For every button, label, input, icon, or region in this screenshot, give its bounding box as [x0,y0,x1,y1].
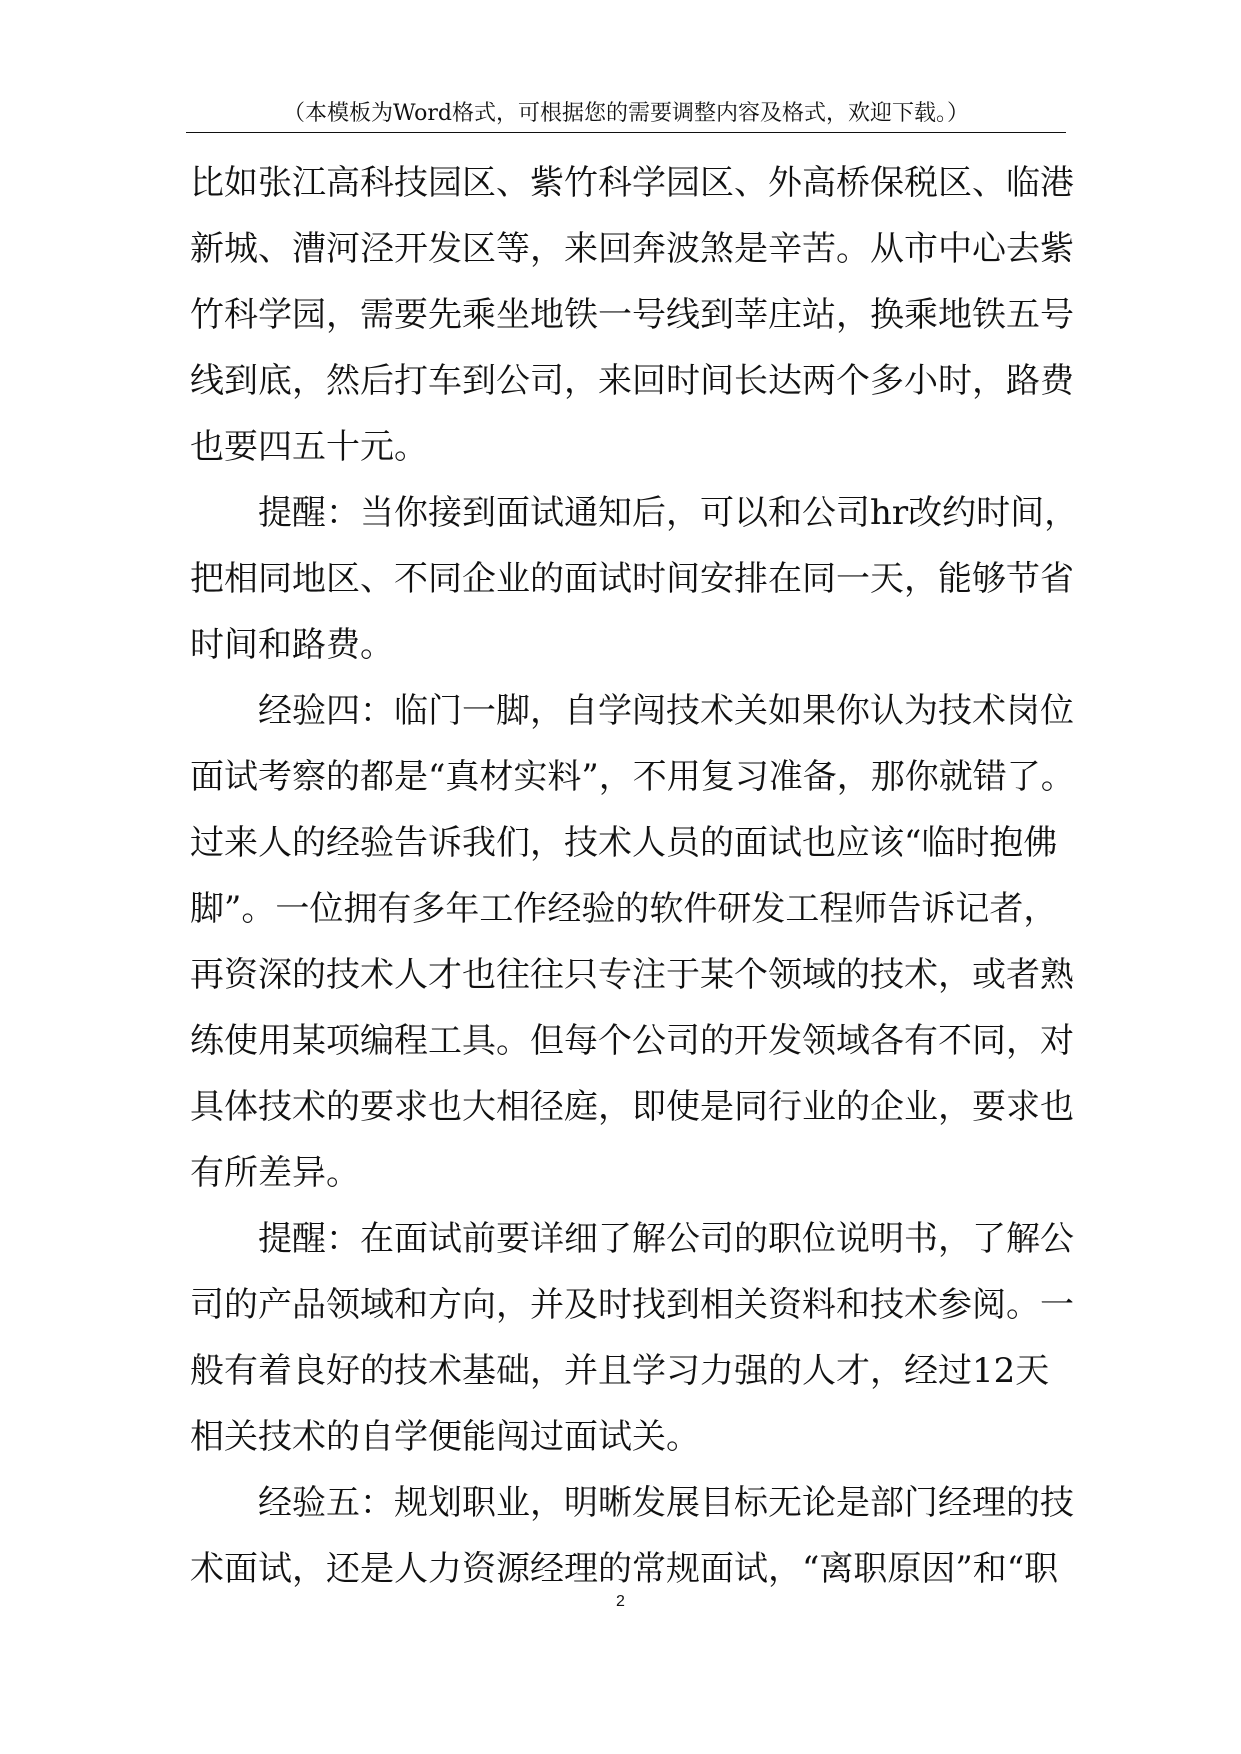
document-body [190,150,1079,1602]
text-line: 也要四五十元。 [190,427,428,467]
text-line: 再资深的技术人才也往往只专注于某个领域的技术，或者熟 [190,955,1074,995]
text-line: 术面试，还是人力资源经理的常规面试，“离职原因”和“职 [190,1549,1059,1589]
text-line: 新城、漕河泾开发区等，来回奔波煞是辛苦。从市中心去紫 [190,229,1074,269]
header-rule [186,132,1066,133]
template-notice-header: （本模板为Word格式，可根据您的需要调整内容及格式，欢迎下载。） [283,101,969,126]
paragraph-first-line: 经验五：规划职业，明晰发展目标无论是部门经理的技 [258,1483,1074,1523]
text-line: 时间和路费。 [190,625,394,665]
text-line: 具体技术的要求也大相径庭，即使是同行业的企业，要求也 [190,1087,1074,1127]
text-line: 练使用某项编程工具。但每个公司的开发领域各有不同，对 [190,1021,1074,1061]
text-line: 线到底，然后打车到公司，来回时间长达两个多小时，路费 [190,361,1074,401]
paragraph-first-line: 提醒：当你接到面试通知后，可以和公司hr改约时间， [258,493,1079,533]
paragraph-first-line: 经验四：临门一脚，自学闯技术关如果你认为技术岗位 [258,691,1074,731]
text-line: 把相同地区、不同企业的面试时间安排在同一天，能够节省 [190,559,1074,599]
text-line: 司的产品领域和方向，并及时找到相关资料和技术参阅。一 [190,1285,1074,1325]
text-line: 相关技术的自学便能闯过面试关。 [190,1417,700,1457]
text-line: 脚”。一位拥有多年工作经验的软件研发工程师告诉记者， [190,889,1058,929]
text-line: 比如张江高科技园区、紫竹科学园区、外高桥保税区、临港 [190,163,1074,203]
text-line: 般有着良好的技术基础，并且学习力强的人才，经过12天 [190,1351,1050,1391]
paragraph-first-line: 提醒：在面试前要详细了解公司的职位说明书，了解公 [258,1219,1074,1259]
text-line: 过来人的经验告诉我们，技术人员的面试也应该“临时抱佛 [190,823,1058,863]
text-line: 面试考察的都是“真材实料”，不用复习准备，那你就错了。 [190,757,1075,797]
text-line: 竹科学园，需要先乘坐地铁一号线到莘庄站，换乘地铁五号 [190,295,1074,335]
text-line: 有所差异。 [190,1153,360,1193]
page-number: 2 [616,1593,625,1610]
